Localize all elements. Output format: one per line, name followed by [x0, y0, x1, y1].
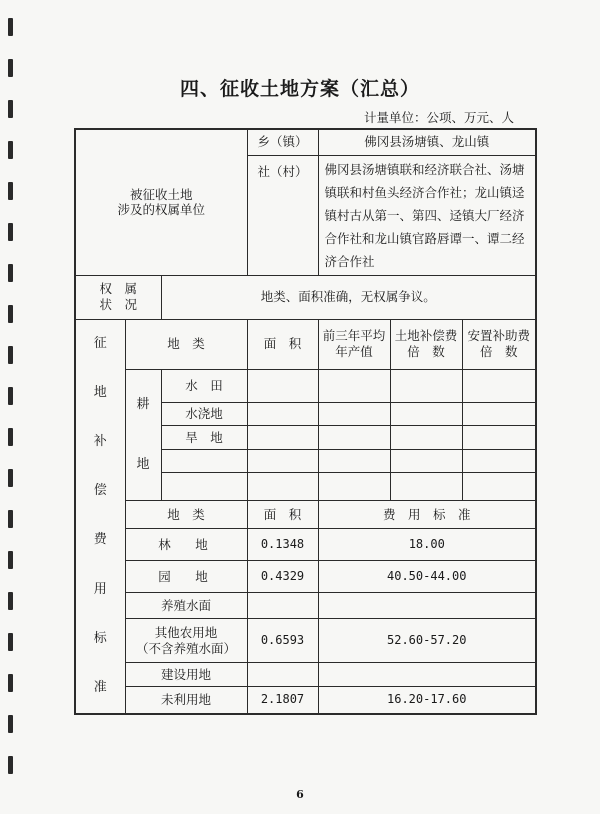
other-row-name-cell	[125, 619, 247, 663]
cultivated-row-area	[247, 426, 318, 449]
other-row-standard: 18.00	[318, 529, 536, 561]
ownership-label-cell	[75, 129, 247, 275]
binder-hole	[8, 182, 13, 200]
other-row-name-note: （不含养殖水面）	[135, 640, 236, 656]
avg-output-line2: 年产值	[335, 344, 373, 359]
other-row-name: 养殖水面	[125, 593, 247, 619]
status-label-line1: 权 属	[99, 281, 137, 297]
cultivated-row-avg-output	[318, 472, 390, 500]
other-row-standard: 52.60-57.20	[318, 619, 536, 663]
cultivated-row-avg-output	[318, 449, 390, 472]
binder-hole	[8, 633, 13, 651]
resettle-line2: 倍 数	[479, 344, 518, 359]
land-comp-line2: 倍 数	[407, 344, 445, 359]
other-row-standard	[318, 593, 536, 619]
cultivated-group-char: 耕	[136, 396, 150, 412]
cultivated-header-area: 面 积	[247, 319, 318, 369]
land-acquisition-table	[74, 128, 537, 715]
binder-hole	[8, 715, 13, 733]
cultivated-row-area	[247, 369, 318, 403]
cultivated-row-area	[247, 449, 318, 472]
cultivated-header-land-comp	[390, 319, 462, 369]
cultivated-group-label	[125, 369, 161, 501]
binder-hole	[8, 674, 13, 692]
binder-hole	[8, 592, 13, 610]
other-header-area: 面 积	[247, 501, 318, 529]
other-row-standard	[318, 663, 536, 687]
village-label: 社（村）	[247, 155, 318, 275]
status-label-line2: 状 况	[99, 297, 137, 312]
village-value: 佛冈县汤塘镇联和经济联合社、汤塘镇联和村鱼头经济合作社；龙山镇迳镇村古从第一、第四、迳镇大厂经济合作社和龙山镇官路唇谭一、谭二经济合作社	[318, 155, 536, 275]
cultivated-row-area	[247, 403, 318, 426]
binder-hole	[8, 223, 13, 241]
other-row-area: 0.4329	[247, 561, 318, 593]
measurement-unit: 计量单位：公项、万元、人	[363, 110, 514, 125]
page-number: 6	[296, 788, 304, 801]
binder-hole	[8, 346, 13, 364]
cultivated-row-name: 水浇地	[161, 403, 247, 426]
cultivated-row-land-comp	[390, 403, 462, 426]
other-row-standard: 40.50-44.00	[318, 561, 536, 593]
binder-hole	[8, 387, 13, 405]
other-row-name: 林 地	[125, 529, 247, 561]
side-label-char: 征	[93, 335, 107, 351]
cultivated-row-resettle	[462, 472, 536, 500]
binder-hole	[8, 756, 13, 774]
side-label-char: 准	[93, 679, 107, 695]
cultivated-row-land-comp	[390, 426, 462, 449]
cultivated-row-name	[161, 449, 247, 472]
other-row-name: 建设用地	[125, 663, 247, 687]
binder-hole	[8, 428, 13, 446]
other-header-land-type: 地 类	[125, 501, 247, 529]
ownership-label-line1: 被征收土地	[129, 186, 193, 202]
other-row-name: 其他农用地	[154, 624, 218, 640]
binder-hole	[8, 510, 13, 528]
cultivated-row-land-comp	[390, 369, 462, 403]
cultivated-row-avg-output	[318, 403, 390, 426]
cultivated-row-land-comp	[390, 472, 462, 500]
cultivated-header-resettle	[462, 319, 536, 369]
binder-holes	[8, 18, 18, 798]
cultivated-row-area	[247, 472, 318, 500]
cultivated-row-resettle	[462, 369, 536, 403]
cultivated-row-avg-output	[318, 426, 390, 449]
other-header-standard: 费 用 标 准	[318, 501, 536, 529]
cultivated-row-resettle	[462, 403, 536, 426]
other-row-area: 2.1807	[247, 687, 318, 714]
cultivated-row-land-comp	[390, 449, 462, 472]
side-label-char: 用	[93, 581, 107, 597]
side-label-char: 标	[93, 630, 107, 646]
town-value: 佛冈县汤塘镇、龙山镇	[318, 129, 536, 155]
status-label-cell	[75, 275, 161, 319]
cultivated-header-land-type: 地 类	[125, 319, 247, 369]
page-title: 四、征收土地方案（汇总）	[179, 78, 420, 100]
binder-hole	[8, 305, 13, 323]
ownership-label-line2: 涉及的权属单位	[117, 202, 205, 218]
other-row-area	[247, 663, 318, 687]
cultivated-row-name: 旱 地	[161, 426, 247, 449]
side-label-char: 偿	[93, 483, 107, 499]
cultivated-row-name	[161, 472, 247, 500]
cultivated-group-char: 地	[136, 456, 150, 472]
binder-hole	[8, 469, 13, 487]
cultivated-header-avg-output	[318, 319, 390, 369]
avg-output-line1: 前三年平均	[322, 328, 386, 344]
land-comp-line1: 土地补偿费	[394, 328, 458, 344]
cultivated-row-name: 水 田	[161, 369, 247, 403]
other-row-name: 未利用地	[125, 687, 247, 714]
resettle-line1: 安置补助费	[467, 328, 530, 344]
binder-hole	[8, 264, 13, 282]
other-row-area: 0.1348	[247, 529, 318, 561]
side-label-char: 地	[93, 385, 107, 401]
binder-hole	[8, 100, 13, 118]
town-label: 乡（镇）	[247, 129, 318, 155]
other-row-area	[247, 593, 318, 619]
cultivated-row-resettle	[462, 426, 536, 449]
other-row-area: 0.6593	[247, 619, 318, 663]
binder-hole	[8, 18, 13, 36]
compensation-side-label	[75, 319, 125, 714]
binder-hole	[8, 551, 13, 569]
side-label-char: 费	[93, 532, 107, 548]
status-value: 地类、面积准确，无权属争议。	[161, 275, 536, 319]
cultivated-row-avg-output	[318, 369, 390, 403]
other-row-name: 园 地	[125, 561, 247, 593]
cultivated-row-resettle	[462, 449, 536, 472]
side-label-char: 补	[93, 434, 107, 450]
other-row-standard: 16.20-17.60	[318, 687, 536, 714]
binder-hole	[8, 141, 13, 159]
